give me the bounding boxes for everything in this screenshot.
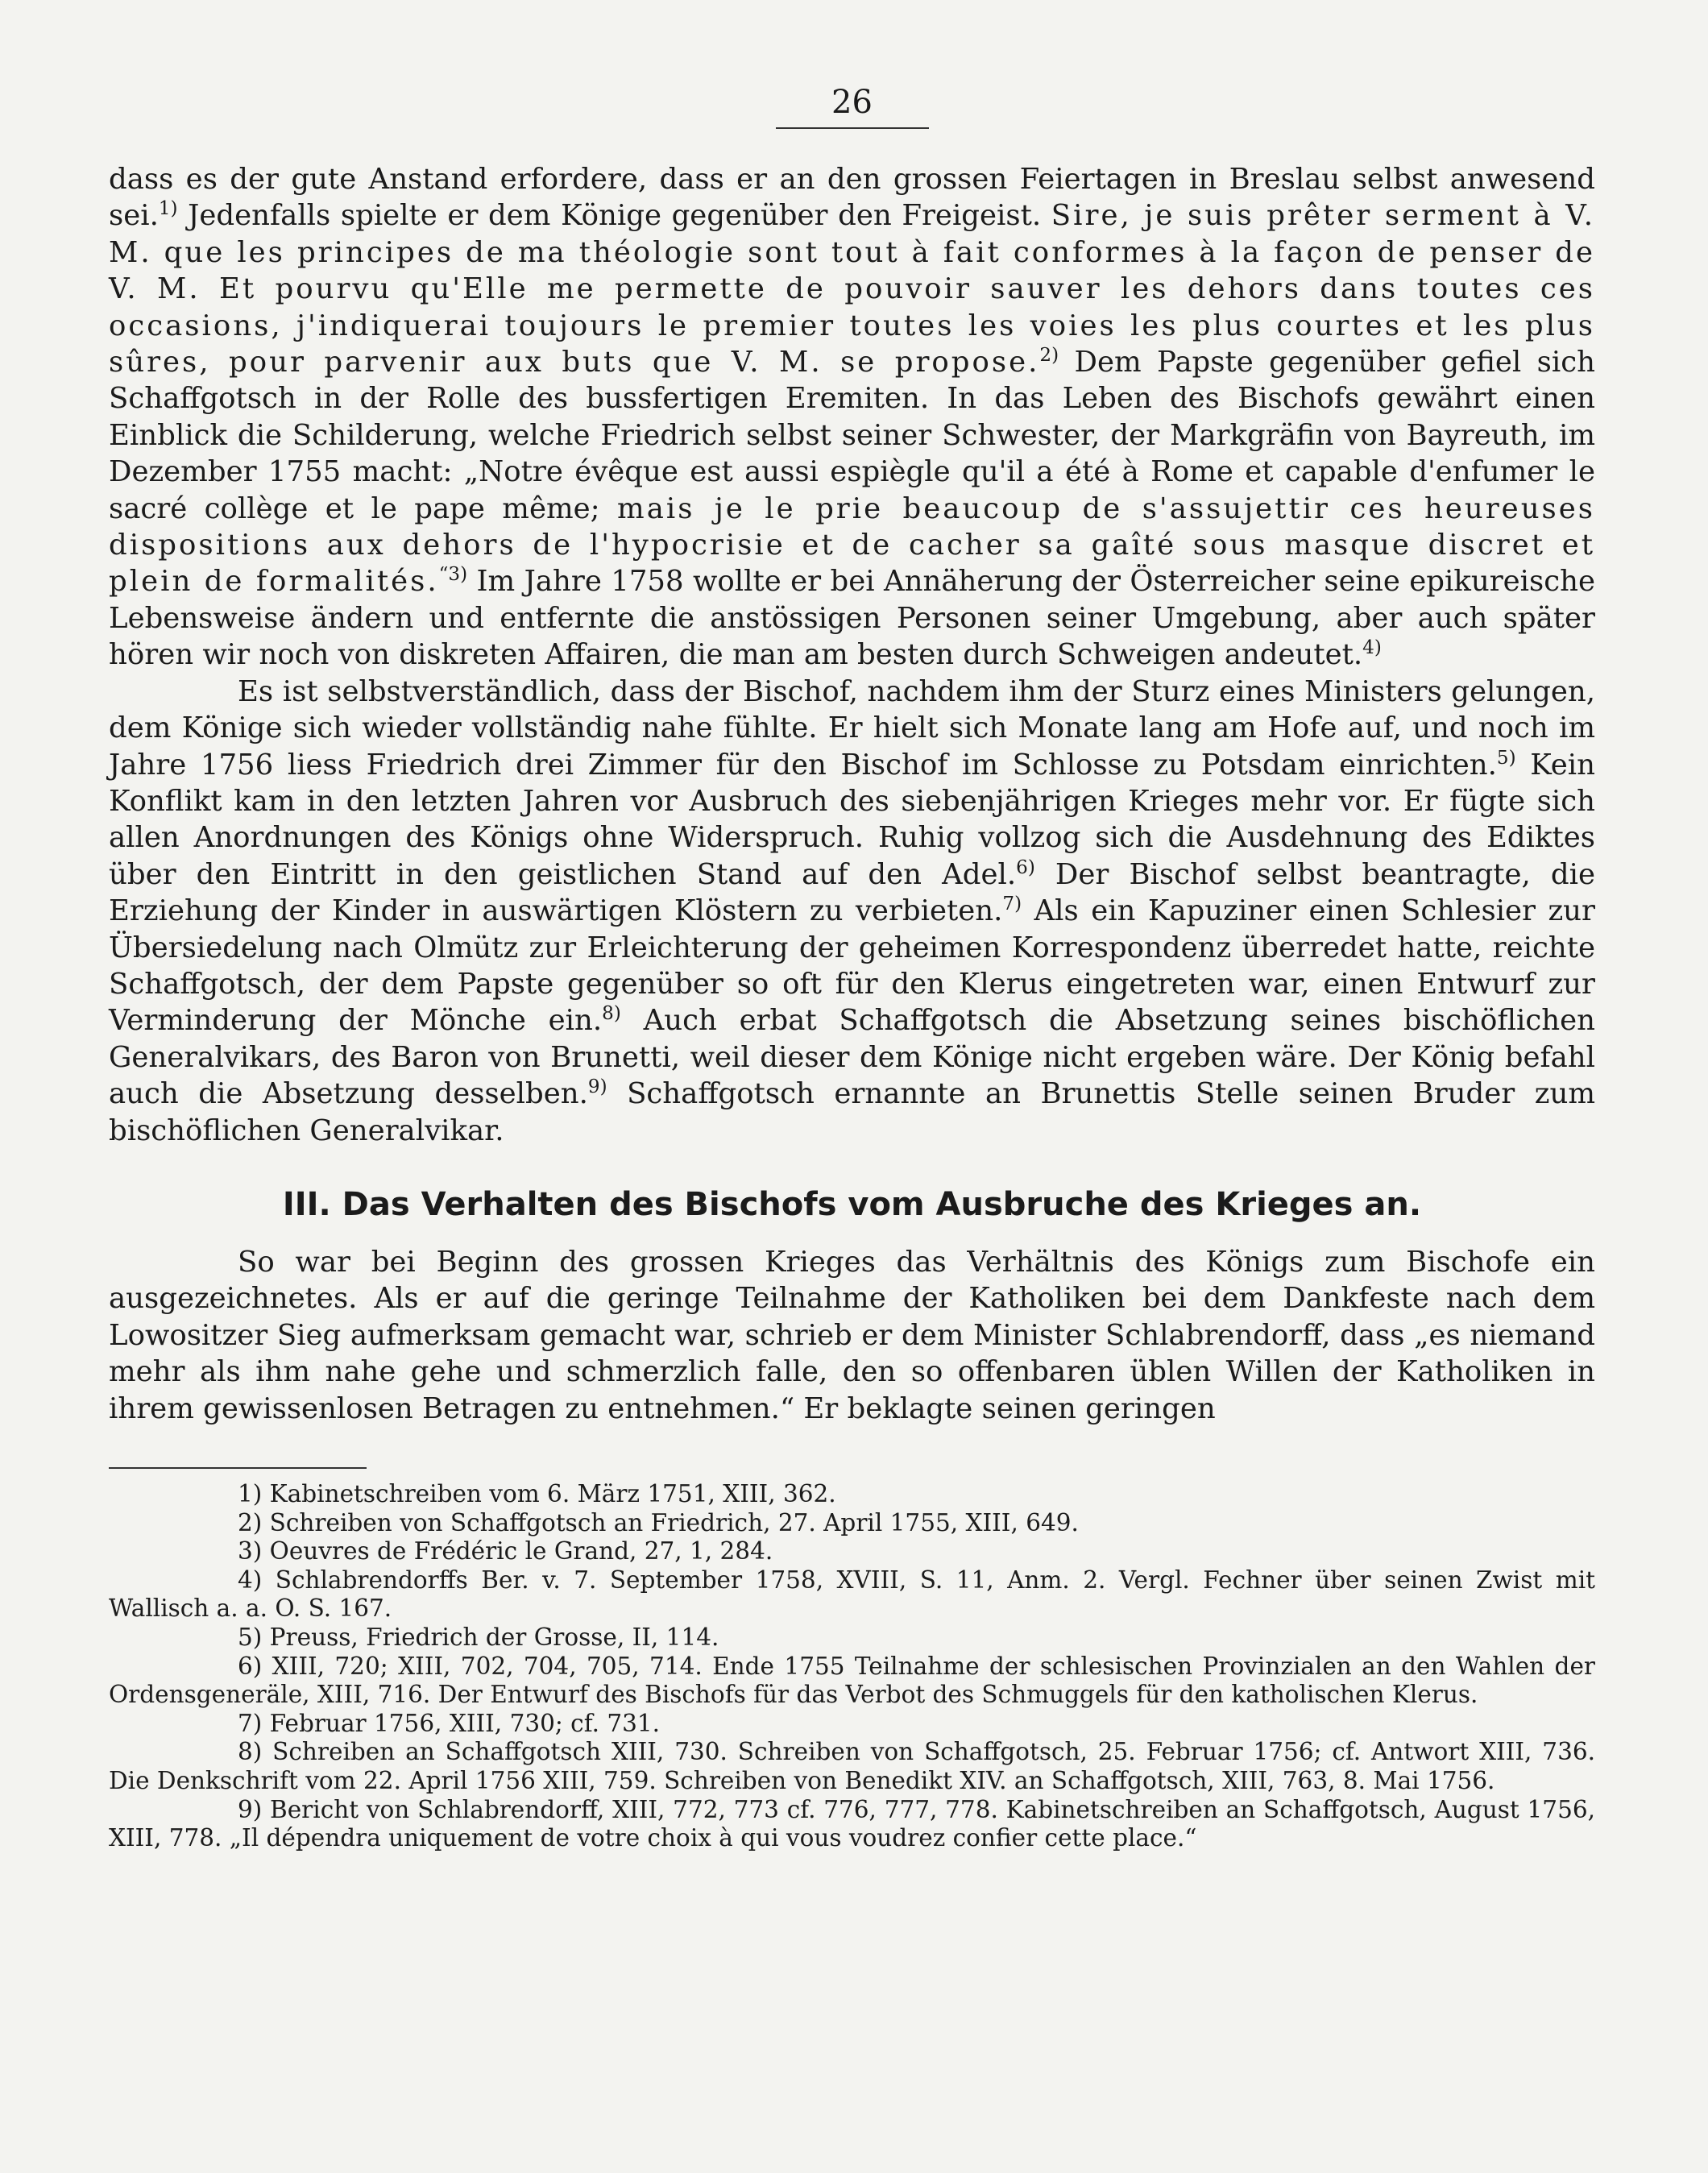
footnote-ref: 4) [1362, 637, 1382, 659]
page-number-rule [776, 127, 929, 129]
section-heading: III. Das Verhalten des Bischofs vom Ausbruche des Krieges an. [282, 1185, 1422, 1223]
footnote-ref: 6) [1016, 856, 1035, 878]
page-number: 26 [831, 84, 873, 121]
text-run: Als ein Kapuziner einen Schlesier zur Übersiedelung nach Olmütz zur Erleichterung der geheimen Korrespondenz überredet hatte, reichte Schaffgotsch, der dem Papste gegenüber so oft für den Klerus eingetreten war, einen Entwurf zur Verminderung der Mönche ein. [109, 894, 1595, 1038]
footnote-rule [109, 1467, 367, 1469]
quoted-french-text: mais je le prie beaucoup de s'assujettir ces heureuses dispositions aux dehors de l'hypocrisie et de cacher sa gaîté sous masque discret et plein de formalités. [109, 491, 1595, 599]
footnote: 6) XIII, 720; XIII, 702, 704, 705, 714. Ende 1755 Teilnahme der schlesischen Provinzialen an den Wahlen der Ordensgeneräle, XIII, 716. Der Entwurf des Bischofs für das Verbot des Schmuggels für den katholischen Klerus. [109, 1652, 1595, 1709]
paragraph [109, 674, 1595, 1149]
text-run: dass es der gute Anstand erfordere, dass er an den grossen Feiertagen in Breslau selbst anwesend sei. [109, 163, 1595, 233]
paragraph [109, 161, 1595, 674]
footnote: 7) Februar 1756, XIII, 730; cf. 731. [238, 1709, 661, 1737]
footnote: 4) Schlabrendorffs Ber. v. 7. September 1758, XVIII, S. 11, Anm. 2. Vergl. Fechner über seinen Zwist mit Wallisch a. a. O. S. 167. [109, 1565, 1595, 1623]
footnotes [109, 1480, 1595, 1853]
text-run: Kein Konflikt kam in den letzten Jahren vor Ausbruch des siebenjährigen Krieges mehr vor. Er fügte sich allen Anordnungen des Königs ohne Widerspruch. Ruhig vollzog sich die Ausdehnung des Ediktes über den Eintritt in den geistlichen Stand auf den Adel. [109, 748, 1595, 891]
text-run: Auch erbat Schaffgotsch die Absetzung seines bischöflichen Generalvikars, des Baron von Brunetti, weil dieser dem Könige nicht ergeben wäre. Der König befahl auch die Absetzung desselben. [109, 1004, 1595, 1111]
footnote: 8) Schreiben an Schaffgotsch XIII, 730. Schreiben von Schaffgotsch, 25. Februar 1756; cf. Antwort XIII, 736. Die Denkschrift vom 22. April 1756 XIII, 759. Schreiben von Benedikt XIV. an Schaffgotsch, XIII, 763, 8. Mai 1756. [109, 1738, 1595, 1794]
footnote-ref: 2) [1039, 345, 1059, 367]
text-run: Der Bischof selbst beantragte, die Erziehung der Kinder in auswärtigen Klöstern zu verbieten. [109, 857, 1595, 928]
footnote: 1) Kabinetschreiben vom 6. März 1751, XIII, 362. [238, 1480, 836, 1507]
footnote-ref: 5) [1496, 747, 1516, 769]
text-run: Dem Papste gegenüber gefiel sich Schaffgotsch in der Rolle des bussfertigen Eremiten. In das Leben des Bischofs gewährt einen Einblick die Schilderung, welche Friedrich selbst seiner Schwester, der Markgräfin von Bayreuth, im Dezember 1755 macht: „Notre évêque est aussi espiègle qu'il a été à Rome et capable d'enfumer le sacré collège et le pape même; [109, 346, 1595, 525]
footnote: 2) Schreiben von Schaffgotsch an Friedrich, 27. April 1755, XIII, 649. [238, 1508, 1079, 1536]
footnote: 9) Bericht von Schlabrendorff, XIII, 772, 773 cf. 776, 777, 778. Kabinetschreiben an Schaffgotsch, August 1756, XIII, 778. „Il dépendra uniquement de votre choix à qui vous voudrez confier cette place.“ [109, 1795, 1595, 1852]
footnote: 3) Oeuvres de Frédéric le Grand, 27, 1, 284. [238, 1537, 773, 1565]
footnote: 5) Preuss, Friedrich der Grosse, II, 114. [238, 1623, 719, 1651]
section-paragraph: So war bei Beginn des grossen Krieges das Verhältnis des Königs zum Bischofe ein ausgezeichnetes. Als er auf die geringe Teilnahme der Katholiken bei dem Dankfeste nach dem Lowositzer Sieg aufmerksam gemacht war, schrieb er dem Minister Schlabrendorff, dass „es niemand mehr als ihm nahe gehe und schmerzlich falle, den so offenbaren üblen Willen der Katholiken in ihrem gewissenlosen Betragen zu entnehmen.“ Er beklagte seinen geringen [109, 1245, 1595, 1425]
quoted-french-text: Sire, je suis prêter serment à V. M. que les principes de ma théologie sont tout à fait conformes à la façon de penser de V. M. Et pourvu qu'Elle me permette de pouvoir sauver les dehors dans toutes ces occasions, j'indiquerai toujours le premier toutes les voies les plus courtes et les plus sûres, pour parvenir aux buts que V. M. se propose. [109, 199, 1595, 379]
main-text [109, 161, 1595, 1427]
text-run: Schaffgotsch ernannte an Brunettis Stelle seinen Bruder zum bischöflichen Generalvikar. [109, 1077, 1596, 1147]
footnote-ref: 9) [587, 1076, 607, 1098]
footnote-ref: 8) [602, 1003, 621, 1025]
footnote-ref: “3) [438, 564, 468, 586]
footnote-ref: 7) [1002, 894, 1022, 915]
footnote-ref: 1) [158, 198, 178, 220]
text-run: Es ist selbstverständlich, dass der Bischof, nachdem ihm der Sturz eines Ministers gelungen, dem Könige sich wieder vollständig nahe fühlte. Er hielt sich Monate lang am Hofe auf, und noch im Jahre 1756 liess Friedrich drei Zimmer für den Bischof im Schlosse zu Potsdam einrichten. [109, 674, 1595, 782]
text-run: Im Jahre 1758 wollte er bei Annäherung der Österreicher seine epikureische Lebensweise ändern und entfernte die anstössigen Personen seiner Umgebung, aber auch später hören wir noch von diskreten Affairen, die man am besten durch Schweigen andeutet. [109, 565, 1595, 672]
text-run: Jedenfalls spielte er dem Könige gegenüber den Freigeist. [177, 199, 1051, 233]
